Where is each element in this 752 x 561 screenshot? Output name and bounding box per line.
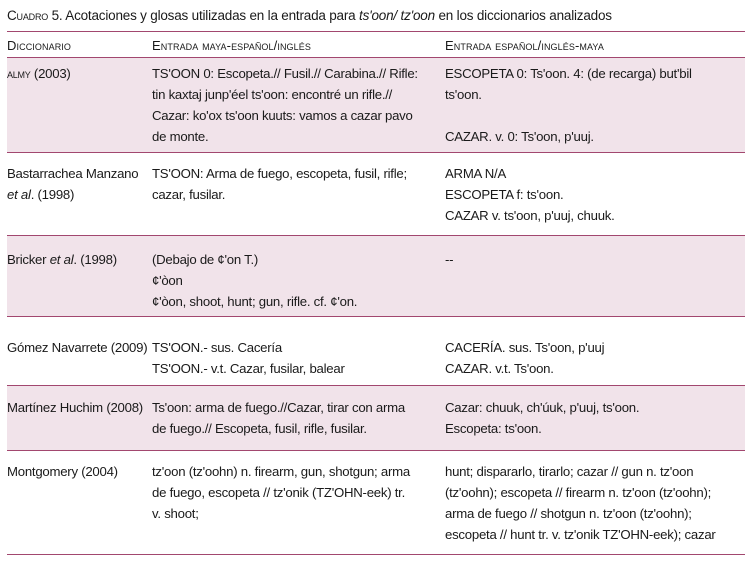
header-diccionario: Diccionario	[7, 38, 71, 53]
entry-line: ESCOPETA 0: Ts'oon. 4: (de recarga) but'bil	[445, 66, 692, 81]
entry-line: ¢'òon, shoot, hunt; gun, rifle. cf. ¢'on.	[152, 294, 358, 309]
dictionary-etal: et al	[49, 252, 74, 267]
entry-line: arma de fuego // shotgun n. tz'oon (tz'oohn);	[445, 506, 692, 521]
dictionary-name: Gómez Navarrete (2009)	[7, 340, 148, 355]
espanol-maya-cell	[445, 397, 639, 439]
espanol-maya-cell	[445, 337, 604, 379]
entry-line: Ts'oon: arma de fuego.//Cazar, tirar con arma	[152, 400, 405, 415]
maya-espanol-cell	[152, 249, 357, 312]
table-row	[7, 58, 745, 152]
entry-line: --	[445, 252, 454, 267]
entry-line: de monte.	[152, 129, 209, 144]
espanol-maya-cell	[445, 461, 716, 545]
entry-line: (Debajo de ¢'on T.)	[152, 252, 259, 267]
caption-text-pre: Acotaciones y glosas utilizadas en la entrada para	[62, 8, 360, 23]
entry-line: escopeta // hunt tr. v. tz'onik TZ'OHN-eek); cazar	[445, 527, 716, 542]
dictionary-cell	[7, 397, 143, 418]
table-row	[7, 153, 745, 235]
entry-line: CAZAR v. ts'oon, p'uuj, chuuk.	[445, 208, 615, 223]
entry-line: ¢'òon	[152, 273, 183, 288]
table-row	[7, 317, 745, 385]
espanol-maya-cell	[445, 249, 453, 270]
top-rule	[7, 31, 745, 32]
entry-line: Cazar: ko'ox ts'oon kuuts: vamos a cazar pavo	[152, 108, 413, 123]
bottom-rule	[7, 554, 745, 555]
dictionary-cell	[7, 337, 147, 358]
dictionary-year: . (1998)	[30, 187, 75, 202]
dictionary-etal: et al	[7, 187, 31, 202]
entry-line: tz'oon (tz'oohn) n. firearm, gun, shotgun; arma	[152, 464, 410, 479]
entry-line: TS'OON: Arma de fuego, escopeta, fusil, rifle;	[152, 166, 407, 181]
entry-line: TS'OON.- sus. Cacería	[152, 340, 282, 355]
maya-espanol-cell	[152, 397, 405, 439]
entry-line: CAZAR. v.t. Ts'oon.	[445, 361, 554, 376]
espanol-maya-cell	[445, 163, 615, 226]
header-espanol-maya: Entrada español/inglés-maya	[445, 38, 604, 53]
maya-espanol-cell	[152, 163, 407, 205]
dictionary-name: Bastarrachea Manzano	[7, 166, 139, 181]
entry-line: Cazar: chuuk, ch'úuk, p'uuj, ts'oon.	[445, 400, 640, 415]
entry-gap	[445, 105, 692, 126]
table-row	[7, 386, 745, 450]
dictionary-name: Montgomery (2004)	[7, 464, 118, 479]
entry-line: CACERÍA. sus. Ts'oon, p'uuj	[445, 340, 605, 355]
espanol-maya-cell	[445, 63, 692, 147]
table-row	[7, 236, 745, 316]
entry-line: de fuego.// Escopeta, fusil, rifle, fusilar.	[152, 421, 367, 436]
entry-line: cazar, fusilar.	[152, 187, 226, 202]
dictionary-cell	[7, 461, 118, 482]
dictionary-name: almy (2003)	[7, 66, 71, 81]
caption-label: Cuadro 5.	[7, 8, 63, 23]
entry-line: tin kaxtaj junp'éel ts'oon: encontré un rifle.//	[152, 87, 393, 102]
entry-line: hunt; dispararlo, tirarlo; cazar // gun n. tz'oon	[445, 464, 694, 479]
entry-line: ESCOPETA f: ts'oon.	[445, 187, 564, 202]
dictionary-name: Bricker	[7, 252, 50, 267]
dictionary-cell	[7, 163, 138, 205]
table-row	[7, 451, 745, 554]
dictionary-cell	[7, 63, 71, 84]
entry-line: de fuego, escopeta // tz'onik (TZ'OHN-eek) tr.	[152, 485, 405, 500]
dictionary-name: Martínez Huchim (2008)	[7, 400, 143, 415]
entry-line: CAZAR. v. 0: Ts'oon, p'uuj.	[445, 129, 594, 144]
dictionary-cell	[7, 249, 117, 270]
maya-espanol-cell	[152, 337, 345, 379]
entry-line: TS'OON 0: Escopeta.// Fusil.// Carabina.// Rifle:	[152, 66, 418, 81]
maya-espanol-cell	[152, 461, 410, 524]
entry-line: (tz'oohn); escopeta // firearm n. tz'oon (tz'oohn);	[445, 485, 712, 500]
maya-espanol-cell	[152, 63, 418, 147]
table-caption	[7, 8, 612, 23]
caption-text-post: en los diccionarios analizados	[434, 8, 612, 23]
dictionary-year: . (1998)	[73, 252, 117, 267]
entry-line: TS'OON.- v.t. Cazar, fusilar, balear	[152, 361, 345, 376]
entry-line: Escopeta: ts'oon.	[445, 421, 542, 436]
header-maya-espanol: Entrada maya-español/inglés	[152, 38, 311, 53]
entry-line: ts'oon.	[445, 87, 482, 102]
caption-term: ts'oon/ tz'oon	[359, 8, 435, 23]
entry-line: ARMA N/A	[445, 166, 507, 181]
entry-line: v. shoot;	[152, 506, 199, 521]
